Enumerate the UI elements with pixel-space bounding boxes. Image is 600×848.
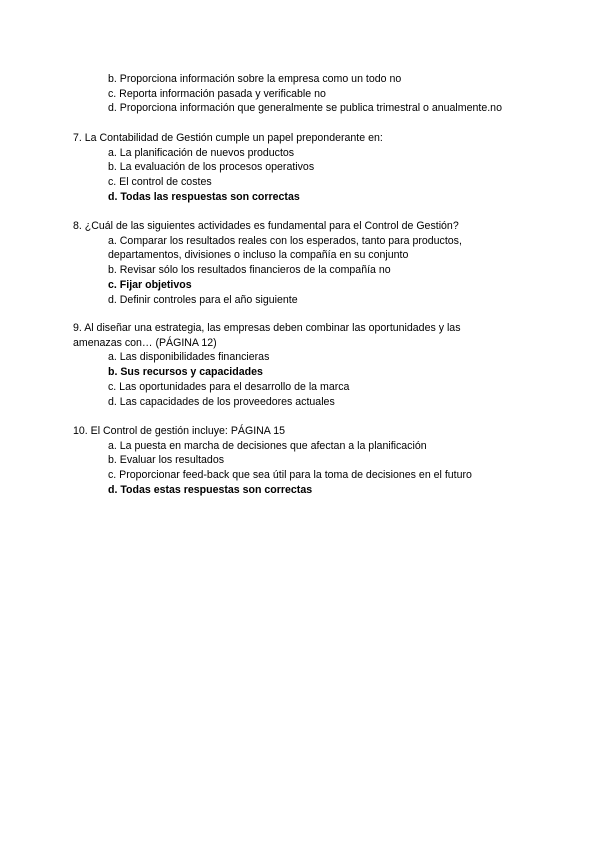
question-8-text: 8. ¿Cuál de las siguientes actividades es fundamental para el Control de Gestión? [73, 220, 459, 232]
question-7-option-a: a. La planificación de nuevos productos [108, 146, 295, 159]
question-7-option-b: b. La evaluación de los procesos operativos [108, 161, 315, 174]
option-d: d. Proporciona información que generalmente se publica trimestral o anualmente.no [108, 102, 502, 115]
question-8-option-b: b. Revisar sólo los resultados financieros de la compañía no [108, 264, 391, 277]
question-10-text: 10. El Control de gestión incluye: PÁGINA 15 [73, 425, 285, 437]
question-10-option-d-correct: d. Todas estas respuestas son correctas [108, 483, 313, 496]
question-7-option-d-correct: d. Todas las respuestas son correctas [108, 190, 300, 203]
question-9-text: 9. Al diseñar una estrategia, las empresas deben combinar las oportunidades y las [73, 322, 461, 334]
question-8-option-a-cont: departamentos, divisiones o incluso la compañía en su conjunto [108, 249, 409, 262]
question-9-option-a: a. Las disponibilidades financieras [108, 351, 270, 364]
question-7-option-c: c. El control de costes [108, 176, 212, 189]
question-10-option-b: b. Evaluar los resultados [108, 454, 225, 467]
question-9-text-cont: amenazas con… (PÁGINA 12) [73, 336, 217, 349]
option-b: b. Proporciona información sobre la empresa como un todo no [108, 73, 402, 85]
question-8-option-c-correct: c. Fijar objetivos [108, 278, 192, 291]
question-7-text: 7. La Contabilidad de Gestión cumple un papel preponderante en: [73, 132, 383, 144]
question-8-option-a: a. Comparar los resultados reales con los esperados, tanto para productos, [108, 234, 462, 247]
question-10-option-c: c. Proporcionar feed-back que sea útil para la toma de decisiones en el futuro [108, 469, 472, 482]
option-c: c. Reporta información pasada y verificable no [108, 87, 326, 100]
question-9-option-d: d. Las capacidades de los proveedores actuales [108, 395, 335, 408]
question-9-option-b-correct: b. Sus recursos y capacidades [108, 366, 263, 379]
question-8-option-d: d. Definir controles para el año siguiente [108, 293, 298, 306]
question-9-option-c: c. Las oportunidades para el desarrollo de la marca [108, 380, 350, 393]
question-10-option-a: a. La puesta en marcha de decisiones que afectan a la planificación [108, 439, 427, 452]
